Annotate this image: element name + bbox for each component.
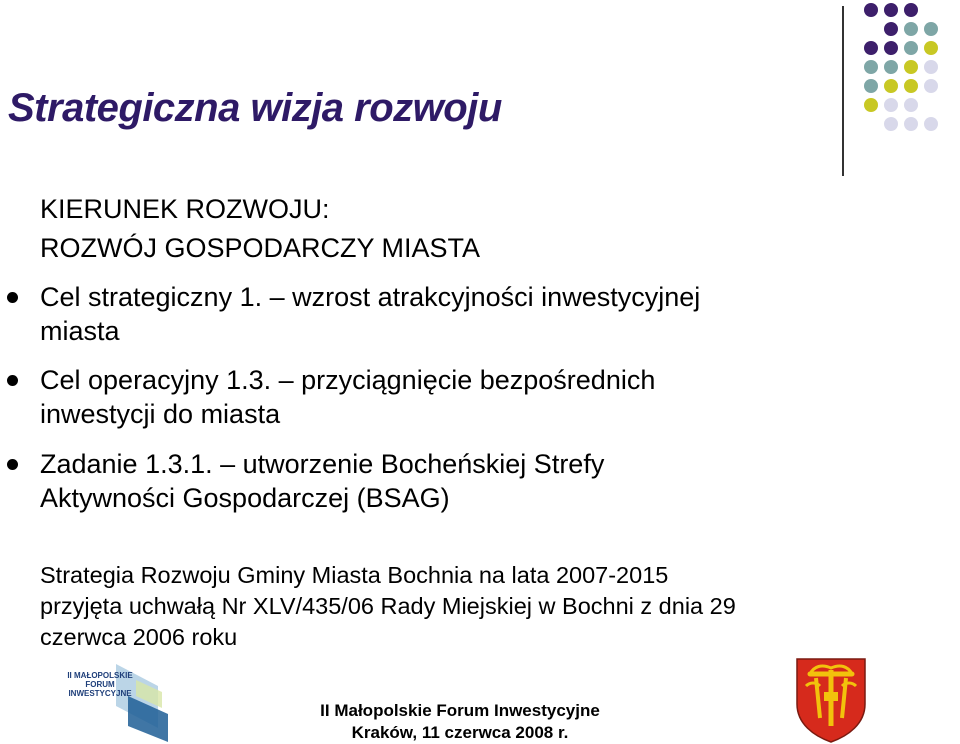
logo-text-line: II MAŁOPOLSKIE [67, 671, 133, 680]
dot [904, 3, 918, 17]
dot [864, 3, 878, 17]
dot [924, 41, 938, 55]
bullet-strategic-goal [40, 280, 900, 348]
bullet-text-line: miasta [40, 316, 120, 346]
dot [884, 117, 898, 131]
coat-of-arms-icon [794, 656, 868, 744]
dot [884, 98, 898, 112]
dot [904, 79, 918, 93]
dot [904, 60, 918, 74]
note-line: Strategia Rozwoju Gminy Miasta Bochnia na lata 2007-2015 [40, 562, 669, 588]
logo-text-line: INWESTYCYJNE [68, 689, 132, 698]
heading-line-development: ROZWÓJ GOSPODARCZY MIASTA [40, 233, 481, 263]
dot [924, 117, 938, 131]
source-note [40, 560, 920, 653]
bullet-text-line: Cel strategiczny 1. – wzrost atrakcyjności inwestycyjnej [40, 282, 701, 312]
dot [924, 79, 938, 93]
dot [924, 22, 938, 36]
note-line: przyjęta uchwałą Nr XLV/435/06 Rady Miejskiej w Bochni z dnia 29 [40, 593, 736, 619]
dot [884, 22, 898, 36]
dot [904, 41, 918, 55]
bullet-icon [7, 375, 18, 386]
dot [864, 79, 878, 93]
bullet-icon [7, 459, 18, 470]
bullet-text-line: Aktywności Gospodarczej (BSAG) [40, 483, 450, 513]
bullet-text-line: Zadanie 1.3.1. – utworzenie Bocheńskiej Strefy [40, 449, 605, 479]
bullet-text-line: Cel operacyjny 1.3. – przyciągnięcie bezpośrednich [40, 365, 656, 395]
dot [924, 60, 938, 74]
footer-place-date: Kraków, 11 czerwca 2008 r. [351, 723, 569, 742]
dot [904, 98, 918, 112]
decorative-dot-grid [858, 0, 958, 160]
footer-event-name: II Małopolskie Forum Inwestycyjne [320, 701, 600, 720]
dot [864, 60, 878, 74]
logo-text-line: FORUM [85, 680, 115, 689]
dot [864, 98, 878, 112]
heading-line-direction: KIERUNEK ROZWOJU: [40, 194, 330, 224]
dot [904, 22, 918, 36]
dot [884, 60, 898, 74]
bullet-operational-goal [40, 363, 900, 431]
bullet-icon [7, 292, 18, 303]
bullet-task [40, 447, 900, 515]
slide-title: Strategiczna wizja rozwoju [8, 86, 502, 130]
decorative-divider [842, 6, 844, 176]
forum-logo [58, 656, 170, 744]
dot [884, 41, 898, 55]
dot [904, 117, 918, 131]
bullet-text-line: inwestycji do miasta [40, 399, 281, 429]
dot [864, 41, 878, 55]
dot [884, 79, 898, 93]
note-line: czerwca 2006 roku [40, 624, 238, 650]
dot [884, 3, 898, 17]
